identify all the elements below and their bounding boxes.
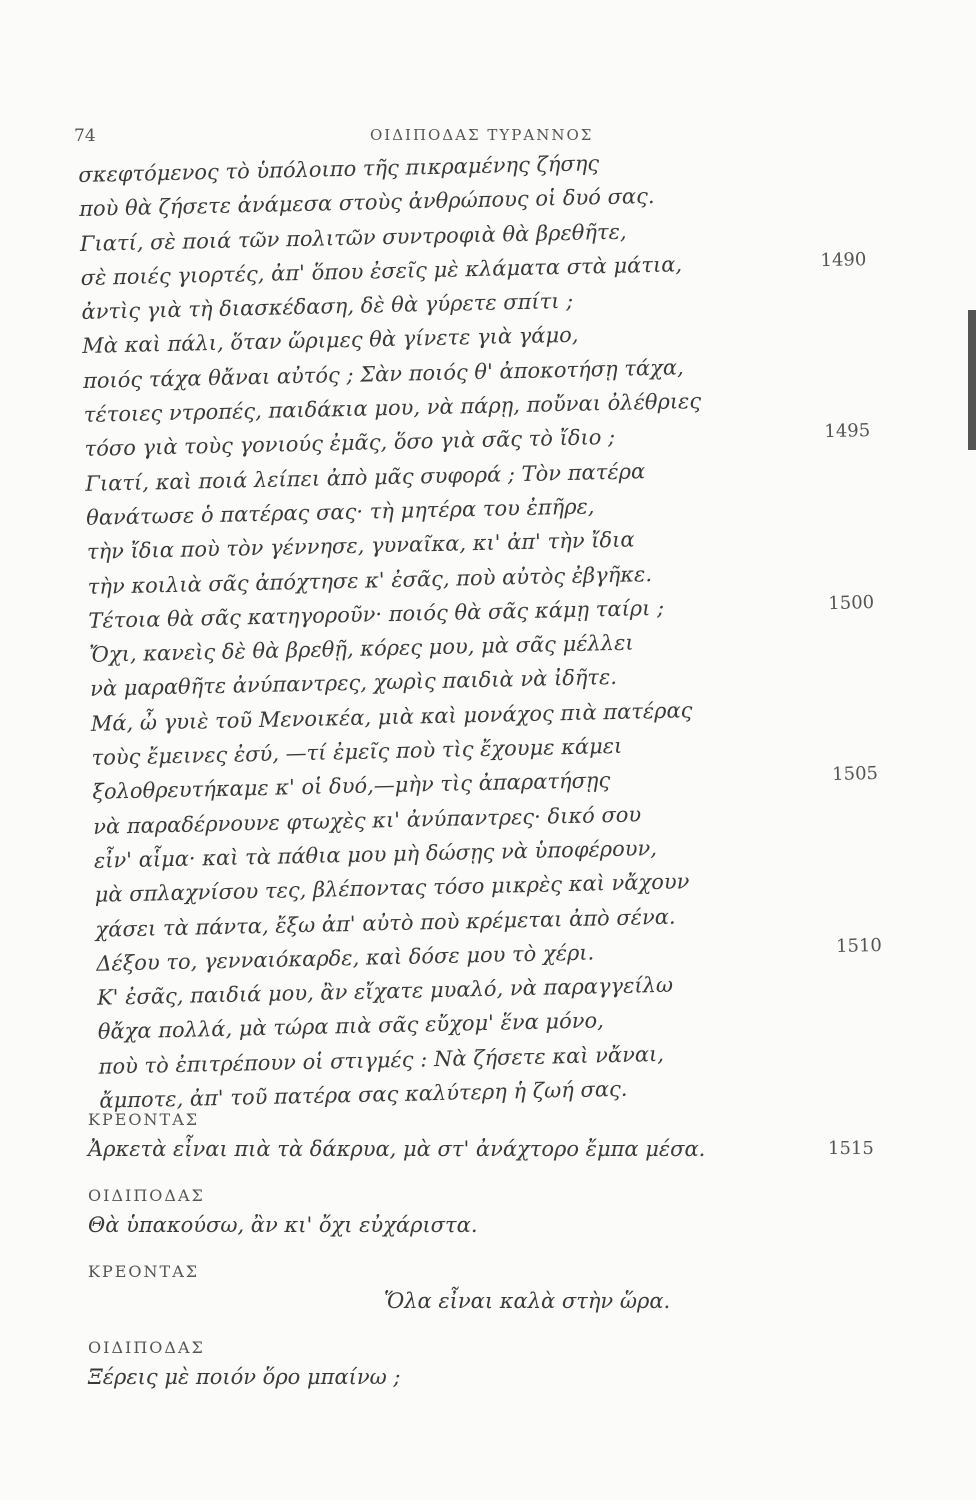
speech-text: Θὰ ὑπακούσω, ἂν κι' ὄχι εὐχάριστα.: [88, 1213, 478, 1237]
verse-text: Γιατί, σὲ ποιά τῶν πολιτῶν συντροφιὰ θὰ βρεθῆτε,: [79, 219, 627, 256]
verse-text: σὲ ποιές γιορτές, ἀπ' ὅπου ἐσεῖς μὲ κλάματα στὰ μάτια,: [80, 252, 683, 290]
verse-text: ποὺ θὰ ζήσετε ἀνάμεσα στοὺς ἀνθρώπους οἱ δυό σας.: [78, 184, 655, 222]
speaker-name: ΚΡΕΟΝΤΑΣ: [88, 1262, 200, 1281]
line-number: 1490: [820, 249, 867, 272]
verse-text: ποιός τάχα θἄναι αὐτός ; Σὰν ποιός θ' ἀποκοτήσῃ τάχα,: [82, 355, 684, 393]
verse-text: ἄμποτε, ἀπ' τοῦ πατέρα σας καλύτερη ἡ ζωή σας.: [99, 1076, 628, 1113]
line-number: 1495: [824, 420, 871, 443]
verse-text: τόσο γιὰ τοὺς γονιούς ἐμᾶς, ὅσο γιὰ σᾶς τὸ ἴδιο ;: [84, 425, 616, 462]
speech-line: [88, 1284, 848, 1318]
speech-line: [88, 1360, 848, 1394]
speaker-name: ΟΙΔΙΠΟΔΑΣ: [88, 1338, 205, 1357]
verse-text: σκεφτόμενος τὸ ὑπόλοιπο τῆς πικραμένης ζήσης: [78, 151, 600, 187]
verse-text: ποὺ τὸ ἐπιτρέπουν οἱ στιγμές : Νὰ ζήσετε καὶ νἄναι,: [98, 1041, 665, 1079]
verse-text: Κ' ἐσᾶς, παιδιά μου, ἂν εἴχατε μυαλό, νὰ παραγγείλω: [96, 972, 674, 1010]
verse-text: τὴν κοιλιὰ σᾶς ἀπόχτησε κ' ἐσᾶς, ποὺ αὐτὸς ἐβγῆκε.: [87, 561, 653, 599]
verse-text: μὰ σπλαχνίσου τες, βλέποντας τόσο μικρὲς καὶ νἄχουν: [94, 869, 690, 908]
speech-line: [88, 1208, 848, 1242]
verse-text: τὴν ἴδια ποὺ τὸν γέννησε, γυναῖκα, κι' ἀπ' τὴν ἴδια: [86, 527, 635, 565]
verse-text: εἶν' αἷμα· καὶ τὰ πάθια μου μὴ δώσῃς νὰ ὑποφέρουν,: [93, 835, 658, 873]
verse-text: τοὺς ἔμεινες ἐσύ, —τί ἐμεῖς ποὺ τὶς ἔχουμε κάμει: [91, 733, 623, 770]
verse-text: ἀντὶς γιὰ τὴ διασκέδαση, δὲ θὰ γύρετε σπίτι ;: [81, 288, 574, 325]
line-number: 1505: [831, 763, 879, 786]
page-number: 74: [74, 126, 96, 146]
speech-text: Ξέρεις μὲ ποιόν ὅρο μπαίνω ;: [88, 1365, 401, 1389]
verse-text: Γιατί, καὶ ποιά λείπει ἀπὸ μᾶς συφορά ; Τὸν πατέρα: [85, 458, 646, 496]
line-number: 1515: [828, 1138, 874, 1159]
speech-text: Ὅλα εἶναι καλὰ στὴν ὥρα.: [384, 1289, 671, 1313]
verse-text: θανάτωσε ὁ πατέρας σας· τὴ μητέρα του ἐπῆρε,: [85, 494, 595, 530]
speech-line: [88, 1132, 874, 1166]
page-edge-shadow: [968, 310, 976, 450]
verse-text: Μὰ καὶ πάλι, ὅταν ὥριμες θὰ γίνετε γιὰ γάμο,: [82, 323, 579, 359]
verse-text: ξολοθρευτήκαμε κ' οἱ δυό,—μὴν τὶς ἀπαρατήσῃς: [92, 768, 611, 805]
dialogue-block: [88, 1108, 874, 1412]
verse-text: Τέτοια θὰ σᾶς κατηγοροῦν· ποιός θὰ σᾶς κάμῃ ταίρι ;: [88, 595, 665, 633]
line-number: 1500: [828, 591, 875, 614]
verse-text: Μά, ὦ γυιὲ τοῦ Μενοικέα, μιὰ καὶ μονάχος πιὰ πατέρας: [90, 697, 693, 736]
verse-text: Ὄχι, κανεὶς δὲ θὰ βρεθῇ, κόρες μου, μὰ σᾶς μέλλει: [89, 630, 634, 668]
verse-text: Δέξου το, γενναιόκαρδε, καὶ δόσε μου τὸ χέρι.: [96, 940, 595, 976]
verse-text: νὰ μαραθῆτε ἀνύπαντρες, χωρὶς παιδιὰ νὰ ἰδῆτε.: [89, 665, 618, 702]
line-number: 1510: [835, 934, 883, 957]
verse-text: τέτοιες ντροπές, παιδάκια μου, νὰ πάρῃ, ποὔναι ὀλέθριες: [83, 389, 702, 428]
verse-text: θἄχα πολλά, μὰ τώρα πιὰ σᾶς εὔχομ' ἕνα μόνο,: [97, 1008, 605, 1045]
verse-text: χάσει τὰ πάντα, ἔξω ἀπ' αὐτὸ ποὺ κρέμεται ἀπὸ σένα.: [95, 904, 676, 942]
running-title: ΟΙΔΙΠΟΔΑΣ ΤΥΡΑΝΝΟΣ: [370, 126, 594, 144]
speaker-name: ΟΙΔΙΠΟΔΑΣ: [88, 1186, 205, 1205]
verse-text: νὰ παραδέρνουνε φτωχὲς κι' ἀνύπαντρες· δικό σου: [92, 802, 642, 839]
speech-text: Ἀρκετὰ εἶναι πιὰ τὰ δάκρυα, μὰ στ' ἀνάχτορο ἔμπα μέσα.: [88, 1137, 706, 1161]
verse-block: [78, 141, 883, 1118]
speaker-name: ΚΡΕΟΝΤΑΣ: [88, 1110, 200, 1129]
